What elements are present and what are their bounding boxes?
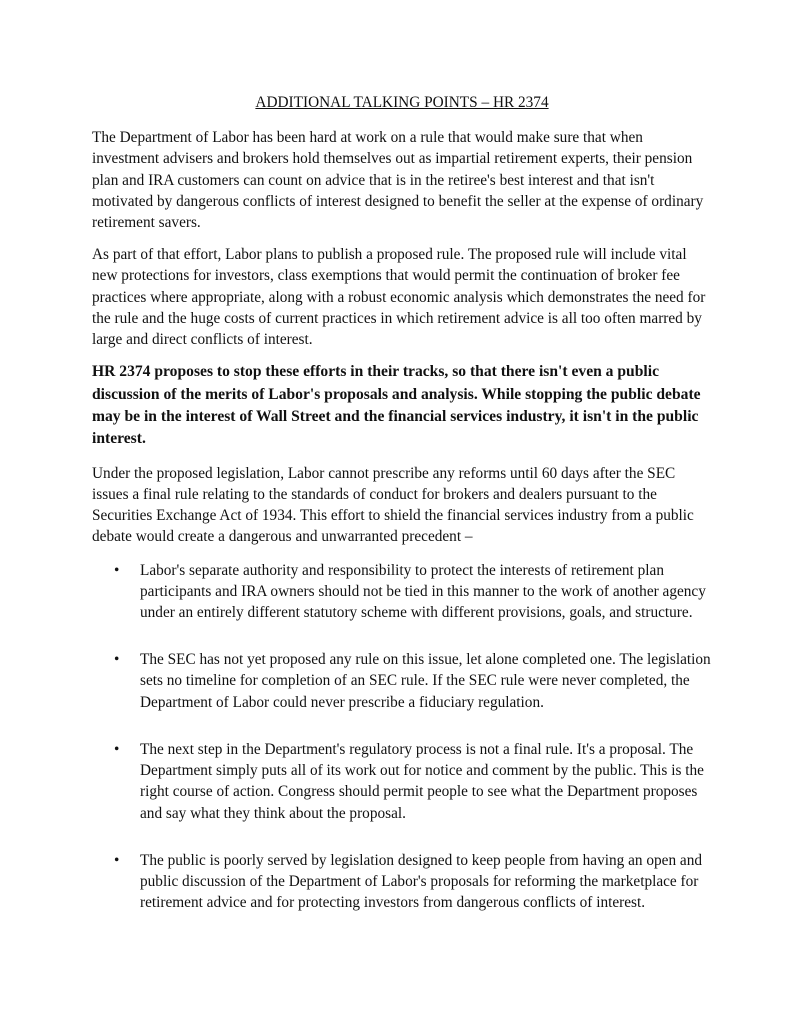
list-item: [92, 649, 712, 713]
list-item-text: The next step in the Department's regulatory process is not a final rule. It's a proposal. The Department simply puts all of its work out for notice and comment by the public. This is the right course of action. Congress should permit people to see what the Department proposes and say what they think about the proposal.: [140, 740, 704, 822]
bullet-icon: •: [114, 561, 120, 579]
list-item: [92, 560, 712, 624]
bullet-icon: •: [114, 851, 120, 869]
paragraph-intro: The Department of Labor has been hard at work on a rule that would make sure that when investment advisers and brokers hold themselves out as impartial retirement experts, their pension plan and IRA customers can count on advice that is in the retiree's best interest and that isn't motivated by dangerous conflicts of interest designed to benefit the seller at the expense of ordinary retirement savers.: [92, 129, 704, 232]
list-item: [92, 739, 712, 824]
list-item-text: The public is poorly served by legislation designed to keep people from having an open and public discussion of the Department of Labor's proposals for reforming the marketplace for retirement advice and for protecting investors from dangerous conflicts of interest.: [140, 851, 703, 912]
paragraph-proposed-rule: As part of that effort, Labor plans to publish a proposed rule. The proposed rule will include vital new protections for investors, class exemptions that would permit the continuation of broker fee practices where appropriate, along with a robust economic analysis which demonstrates the need for the rule and the huge costs of current practices in which retirement advice is all too often marred by large and direct conflicts of interest.: [92, 246, 706, 349]
bullet-list: [92, 560, 712, 914]
bullet-icon: •: [114, 651, 120, 669]
document-page: [92, 92, 712, 939]
paragraph-hr2374-emphasis: HR 2374 proposes to stop these efforts in their tracks, so that there isn't even a public discussion of the merits of Labor's proposals and analysis. While stopping the public debate may be in the interest of Wall Street and the financial services industry, it isn't in the public interest.: [92, 363, 701, 448]
paragraph-legislation: Under the proposed legislation, Labor cannot prescribe any reforms until 60 days after the SEC issues a final rule relating to the standards of conduct for brokers and dealers pursuant to the Securities Exchange Act of 1934. This effort to shield the financial services industry from a public debate would create a dangerous and unwarranted precedent –: [92, 464, 694, 546]
list-item: [92, 850, 712, 914]
list-item-text: The SEC has not yet proposed any rule on this issue, let alone completed one. The legislation sets no timeline for completion of an SEC rule. If the SEC rule were never completed, the Department of Labor could never prescribe a fiduciary regulation.: [140, 651, 711, 711]
document-title: ADDITIONAL TALKING POINTS – HR 2374: [255, 94, 549, 111]
list-item-text: Labor's separate authority and responsibility to protect the interests of retirement plan participants and IRA owners should not be tied in this manner to the work of another agency under an entirely different statutory scheme with different provisions, goals, and structure.: [140, 561, 706, 622]
bullet-icon: •: [114, 740, 120, 758]
